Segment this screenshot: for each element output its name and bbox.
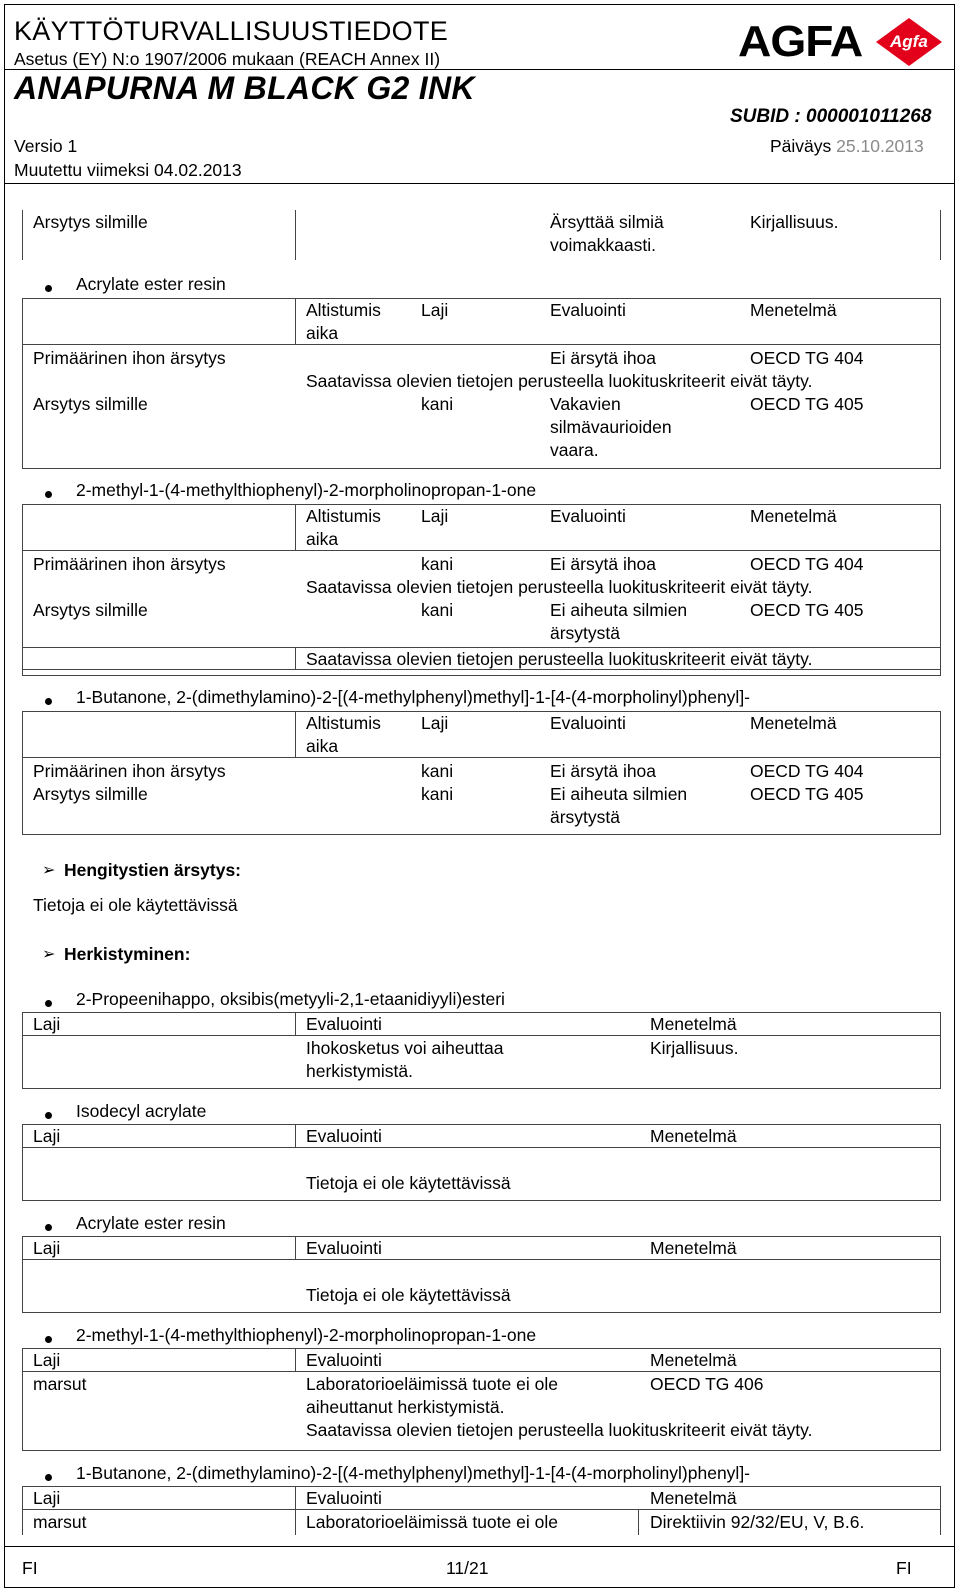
section-heading: Herkistyminen: [64,944,191,964]
col-evaluointi: Evaluointi [550,506,626,526]
col-laji: Laji [33,1350,61,1370]
arrow-bullet-icon: ➢ [42,946,56,963]
row-laji: kani [421,784,454,804]
agfa-badge-text: Agfa [890,32,928,51]
substance-title: 1-Butanone, 2-(dimethylamino)-2-[(4-methylphenyl)methyl]-1-[4-(4-morpholinyl)phenyl]- [76,687,751,707]
page-number: 11/21 [446,1558,489,1578]
document-title: KÄYTTÖTURVALLISUUSTIEDOTE [14,16,449,46]
col-evaluointi: Evaluointi [550,713,626,733]
row-laji: marsut [33,1374,87,1394]
row-text: Tietoja ei ole käytettävissä [306,1173,511,1193]
arrow-bullet-icon: ➢ [42,862,56,879]
row-method: OECD TG 404 [750,761,864,781]
col-laji: Laji [421,506,449,526]
footer-left: FI [22,1558,38,1578]
regulation-text: Asetus (EY) N:o 1907/2006 mukaan (REACH Annex II) [14,49,441,69]
row-eval: Ei aiheuta silmien [550,784,688,804]
col-menetelma: Menetelmä [650,1238,737,1258]
section-text: Tietoja ei ole käytettävissä [33,895,238,915]
row-eval: Laboratorioeläimissä tuote ei ole [306,1374,558,1394]
agfa-logo [738,18,944,68]
col-evaluointi: Evaluointi [306,1014,382,1034]
row-method: OECD TG 404 [750,348,864,368]
col-laji: Laji [421,300,449,320]
row-note: Saatavissa olevien tietojen perusteella luokituskriteerit eivät täyty. [306,577,813,597]
row-label: Primäärinen ihon ärsytys [33,554,226,574]
row-eval: ärsytystä [550,623,621,643]
col-altistumis: Altistumis [306,713,381,733]
col-menetelma: Menetelmä [750,300,837,320]
row-eval: Ei ärsytä ihoa [550,554,657,574]
col-menetelma: Menetelmä [650,1488,737,1508]
row-eval: Ei aiheuta silmien [550,600,688,620]
bullet-icon [45,1474,52,1481]
col-laji: Laji [421,713,449,733]
substance-title: 2-Propeenihappo, oksibis(metyyli-2,1-etaanidiyyli)esteri [76,989,505,1009]
row-method: OECD TG 405 [750,394,864,414]
row-method: Direktiivin 92/32/EU, V, B.6. [650,1512,865,1532]
bullet-icon [45,1336,52,1343]
row-text: Tietoja ei ole käytettävissä [306,1285,511,1305]
row-eval: silmävaurioiden [550,417,672,437]
agfa-logo-text: AGFA [738,17,863,66]
col-aika: aika [306,323,339,343]
col-menetelma: Menetelmä [650,1014,737,1034]
bullet-icon [45,1000,52,1007]
last-modified: Muutettu viimeksi 04.02.2013 [14,160,242,180]
col-aika: aika [306,529,339,549]
row-eval: Ihokosketus voi aiheuttaa [306,1038,504,1058]
top-row-method: Kirjallisuus. [750,212,839,232]
row-note: Saatavissa olevien tietojen perusteella luokituskriteerit eivät täyty. [306,1420,813,1440]
date-value: 25.10.2013 [836,136,924,156]
col-evaluointi: Evaluointi [306,1488,382,1508]
row-label: Primäärinen ihon ärsytys [33,348,226,368]
col-menetelma: Menetelmä [650,1350,737,1370]
row-eval: Ei ärsytä ihoa [550,348,657,368]
col-laji: Laji [33,1238,61,1258]
row-eval: ärsytystä [550,807,621,827]
footer-right: FI [896,1558,912,1578]
substance-title: 2-methyl-1-(4-methylthiophenyl)-2-morpholinopropan-1-one [76,480,537,500]
col-menetelma: Menetelmä [650,1126,737,1146]
row-eval: Vakavien [550,394,621,414]
col-laji: Laji [33,1126,61,1146]
col-altistumis: Altistumis [306,300,381,320]
row-method: OECD TG 406 [650,1374,764,1394]
row-method: Kirjallisuus. [650,1038,739,1058]
bullet-icon [45,1224,52,1231]
bullet-icon [45,491,52,498]
col-menetelma: Menetelmä [750,713,837,733]
row-label: Primäärinen ihon ärsytys [33,761,226,781]
product-name: ANAPURNA M BLACK G2 INK [14,70,475,106]
row-eval: herkistymistä. [306,1061,413,1081]
subid: SUBID : 000001011268 [730,106,932,127]
substance-title: Isodecyl acrylate [76,1101,207,1121]
row-note: Saatavissa olevien tietojen perusteella luokituskriteerit eivät täyty. [306,371,813,391]
col-evaluointi: Evaluointi [550,300,626,320]
substance-title: 1-Butanone, 2-(dimethylamino)-2-[(4-methylphenyl)methyl]-1-[4-(4-morpholinyl)phenyl]- [76,1463,751,1483]
date [770,136,924,157]
bullet-icon [45,698,52,705]
row-laji: marsut [33,1512,87,1532]
row-laji: kani [421,554,454,574]
col-laji: Laji [33,1014,61,1034]
col-evaluointi: Evaluointi [306,1238,382,1258]
row-eval: Ei ärsytä ihoa [550,761,657,781]
col-aika: aika [306,736,339,756]
top-row-eval-2: voimakkaasti. [550,235,657,255]
row-label: Arsytys silmille [33,600,148,620]
bullet-icon [45,1112,52,1119]
row-method: OECD TG 404 [750,554,864,574]
header-divider [4,69,955,70]
row-laji: kani [421,394,454,414]
row-method: OECD TG 405 [750,784,864,804]
col-altistumis: Altistumis [306,506,381,526]
footer-divider [4,1546,955,1547]
substance-title: 2-methyl-1-(4-methylthiophenyl)-2-morpholinopropan-1-one [76,1325,537,1345]
top-row-label: Arsytys silmille [33,212,148,232]
top-row-eval-1: Ärsyttää silmiä [550,212,664,232]
row-laji: kani [421,761,454,781]
row-laji: kani [421,600,454,620]
row-eval: vaara. [550,440,599,460]
col-menetelma: Menetelmä [750,506,837,526]
section-heading: Hengitystien ärsytys: [64,860,242,880]
bullet-icon [45,285,52,292]
row-label: Arsytys silmille [33,784,148,804]
substance-title: Acrylate ester resin [76,1213,226,1233]
version: Versio 1 [14,136,78,156]
row-note: Saatavissa olevien tietojen perusteella luokituskriteerit eivät täyty. [306,649,813,669]
row-method: OECD TG 405 [750,600,864,620]
substance-title: Acrylate ester resin [76,274,226,294]
col-evaluointi: Evaluointi [306,1350,382,1370]
date-label: Päiväys [770,136,832,156]
header-bottom-divider [4,183,955,184]
col-laji: Laji [33,1488,61,1508]
row-eval: aiheuttanut herkistymistä. [306,1397,505,1417]
row-eval: Laboratorioeläimissä tuote ei ole [306,1512,558,1532]
col-evaluointi: Evaluointi [306,1126,382,1146]
row-label: Arsytys silmille [33,394,148,414]
